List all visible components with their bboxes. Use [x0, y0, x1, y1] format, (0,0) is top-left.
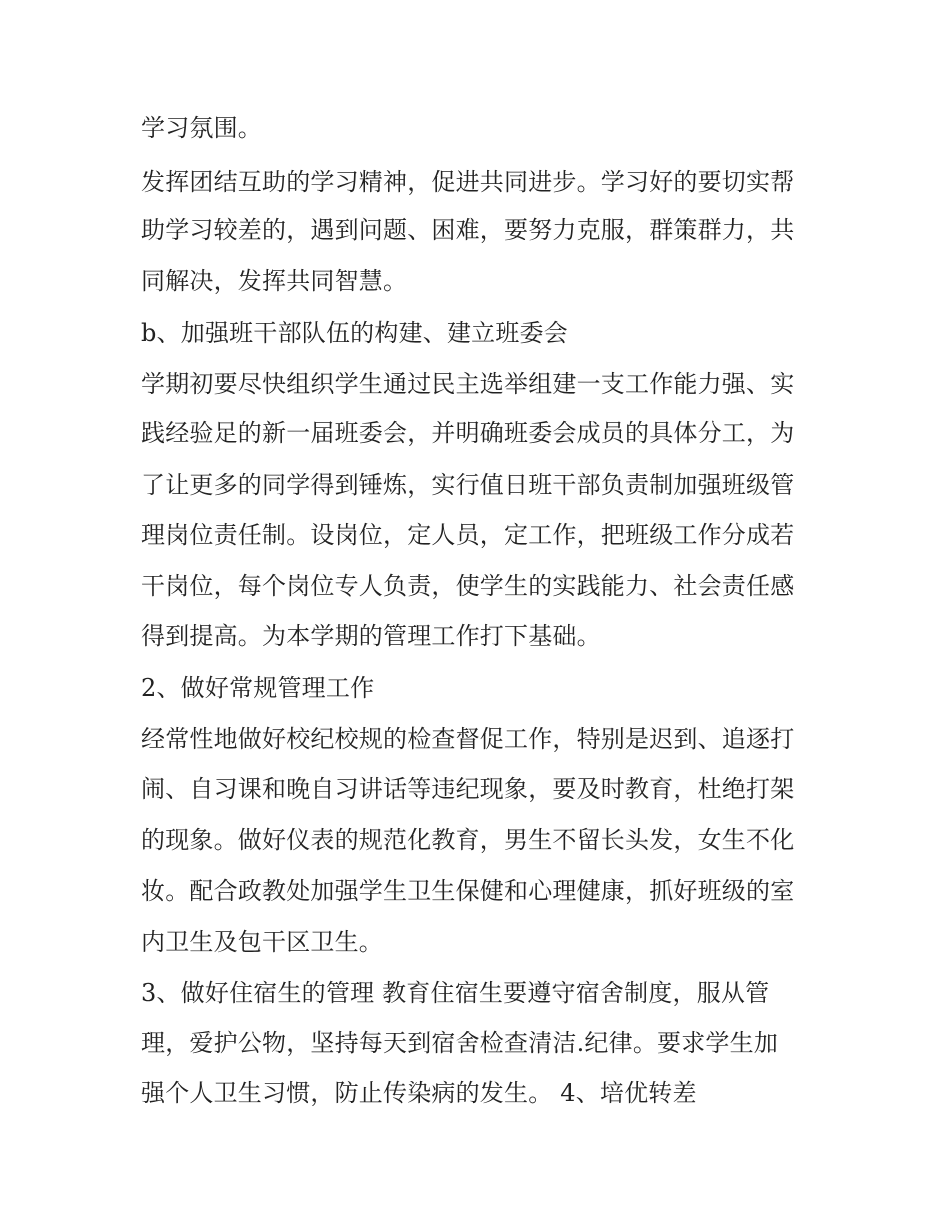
- text-line: 强个人卫生习惯，防止传染病的发生。 4、培优转差: [141, 1079, 697, 1107]
- text-line: 经常性地做好校纪校规的检查督促工作，特别是迟到、追逐打: [141, 725, 795, 753]
- text-line: 理，爱护公物，坚持每天到宿舍检查清洁.纪律。要求学生加: [141, 1029, 779, 1057]
- text-line: 助学习较差的，遇到问题、困难，要努力克服，群策群力，共: [141, 216, 795, 244]
- text-line: 了让更多的同学得到锤炼，实行值日班干部负责制加强班级管: [141, 471, 795, 499]
- text-line: 学期初要尽快组织学生通过民主选举组建一支工作能力强、实: [141, 370, 795, 398]
- text-line: 理岗位责任制。设岗位，定人员，定工作，把班级工作分成若: [141, 521, 795, 549]
- text-line: 内卫生及包干区卫生。: [141, 928, 383, 956]
- text-line: 同解决，发挥共同智慧。: [141, 267, 408, 295]
- text-line: 践经验足的新一届班委会，并明确班委会成员的具体分工，为: [141, 419, 795, 447]
- text-line: 3、做好住宿生的管理 教育住宿生要遵守宿舍制度，服从管: [141, 979, 770, 1007]
- text-line: 2、做好常规管理工作: [141, 674, 375, 702]
- text-line: 发挥团结互助的学习精神，促进共同进步。学习好的要切实帮: [141, 168, 795, 196]
- text-line: 闹、自习课和晚自习讲话等违纪现象，要及时教育，杜绝打架: [141, 775, 795, 803]
- text-line: 的现象。做好仪表的规范化教育，男生不留长头发，女生不化: [141, 826, 795, 854]
- text-line: 妆。配合政教处加强学生卫生保健和心理健康，抓好班级的室: [141, 877, 795, 905]
- text-line: b、加强班干部队伍的构建、建立班委会: [141, 319, 568, 347]
- text-line: 得到提高。为本学期的管理工作打下基础。: [141, 622, 601, 650]
- text-line: 学习氛围。: [141, 114, 262, 142]
- text-line: 干岗位，每个岗位专人负责，使学生的实践能力、社会责任感: [141, 572, 795, 600]
